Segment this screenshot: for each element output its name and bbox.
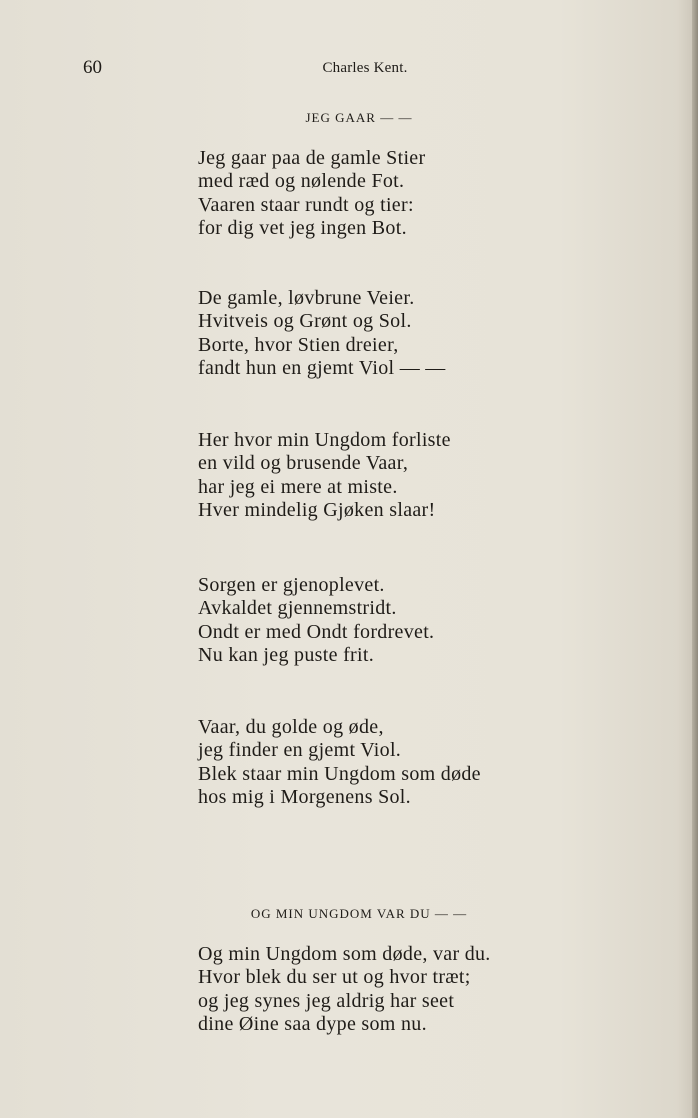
verse-line: en vild og brusende Vaar, [198, 452, 409, 475]
poem-title: OG MIN UNGDOM VAR DU — — [250, 906, 468, 921]
page-number: 60 [83, 57, 102, 78]
verse-line: dine Øine saa dype som nu. [198, 1013, 427, 1036]
poem-title: JEG GAAR — — [305, 110, 413, 125]
verse-line: Vaar, du golde og øde, [198, 716, 384, 738]
verse-line: for dig vet jeg ingen Bot. [198, 217, 407, 240]
verse-line: fandt hun en gjemt Viol — — [198, 357, 446, 380]
verse-line: har jeg ei mere at miste. [198, 475, 398, 498]
verse-line: Hvor blek du ser ut og hvor træt; [198, 966, 471, 989]
verse-line: jeg finder en gjemt Viol. [198, 739, 402, 762]
verse-line: Jeg gaar paa de gamle Stier [198, 147, 426, 169]
verse-line: Ondt er med Ondt fordrevet. [198, 620, 435, 643]
page-spine-edge [692, 0, 698, 1118]
verse-line: hos mig i Morgenens Sol. [198, 786, 411, 809]
stanza [198, 716, 481, 810]
verse-line: og jeg synes jeg aldrig har seet [198, 989, 455, 1012]
stanza [198, 574, 434, 668]
verse-line: De gamle, løvbrune Veier. [198, 287, 415, 309]
stanza [198, 147, 425, 241]
verse-line: med ræd og nølende Fot. [198, 170, 405, 193]
stanza [198, 429, 451, 523]
verse-line: Og min Ungdom som døde, var du. [198, 943, 491, 965]
verse-line: Borte, hvor Stien dreier, [198, 333, 399, 356]
verse-line: Sorgen er gjenoplevet. [198, 574, 385, 596]
running-head-author: Charles Kent. [322, 60, 408, 76]
stanza [198, 943, 491, 1037]
verse-line: Nu kan jeg puste frit. [198, 644, 375, 667]
stanza [198, 287, 446, 381]
verse-line: Vaaren staar rundt og tier: [198, 193, 414, 216]
verse-line: Avkaldet gjennemstridt. [198, 597, 397, 620]
verse-line: Her hvor min Ungdom forliste [198, 429, 451, 451]
verse-line: Blek staar min Ungdom som døde [198, 762, 481, 785]
verse-line: Hver mindelig Gjøken slaar! [198, 499, 436, 522]
verse-line: Hvitveis og Grønt og Sol. [198, 310, 412, 333]
